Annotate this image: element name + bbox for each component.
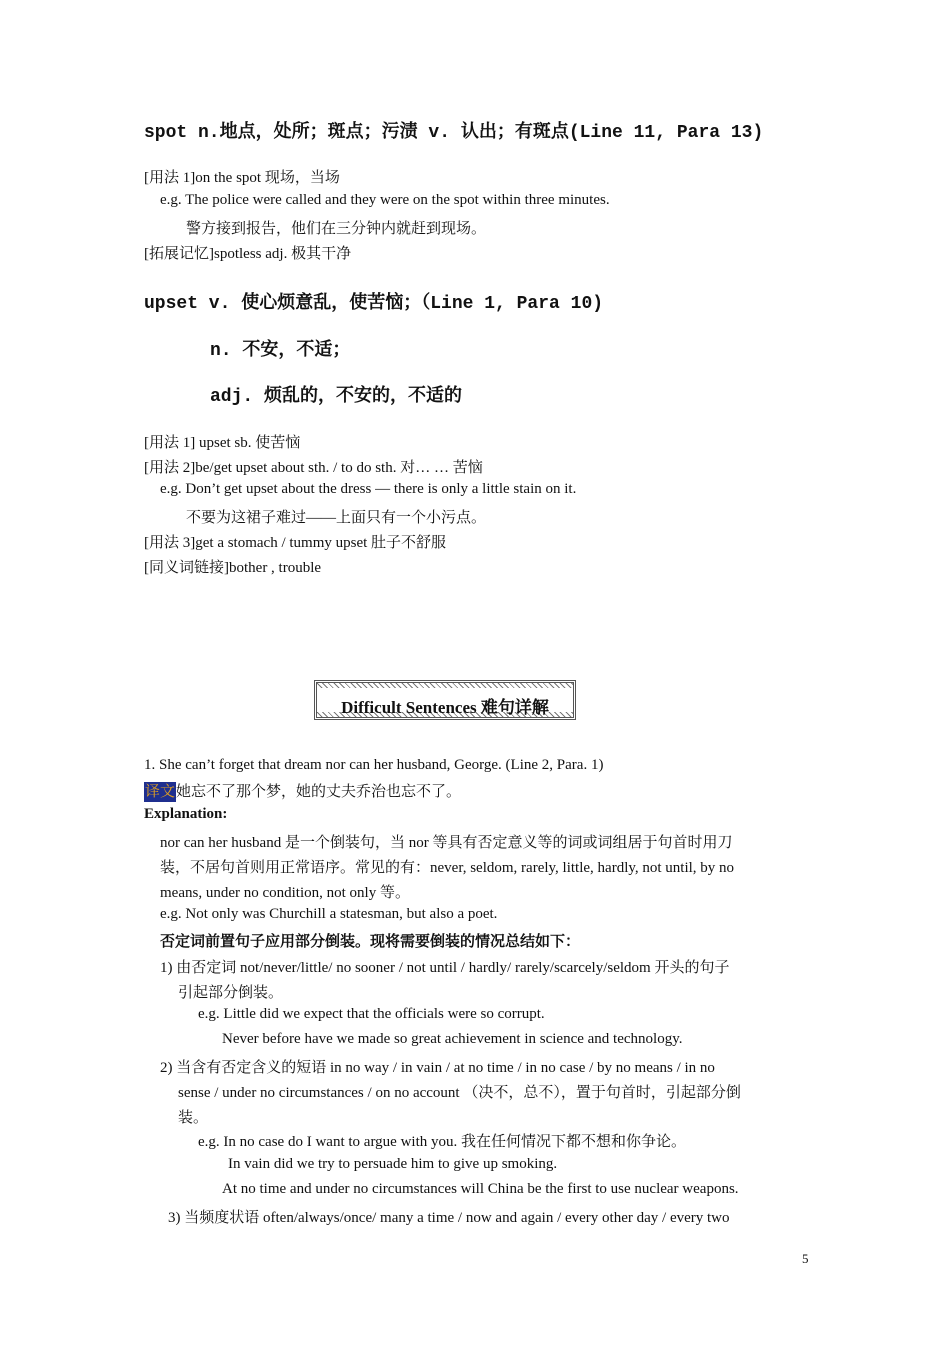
point-2-example-2: In vain did we try to persuade him to give up smoking. — [228, 1156, 558, 1172]
upset-usage-1: [用法 1] upset sb. 使苦恼 — [144, 435, 301, 451]
spot-heading: spot n.地点，处所；斑点；污渍 v. 认出；有斑点(Line 11, Para 13) — [144, 123, 764, 143]
point-2-line-1: 2) 当含有否定含义的短语 in no way / in vain / at no time / in no case / by no means / in no — [160, 1060, 715, 1076]
spot-usage-1: [用法 1]on the spot 现场，当场 — [144, 170, 340, 186]
spot-extend-memory: [拓展记忆]spotless adj. 极其干净 — [144, 246, 352, 262]
upset-example: e.g. Don’t get upset about the dress — there is only a little stain on it. — [160, 481, 577, 497]
point-2-example-3: At no time and under no circumstances will China be the first to use nuclear weapons. — [222, 1181, 739, 1197]
point-1-example-1: e.g. Little did we expect that the officials were so corrupt. — [198, 1006, 545, 1022]
banner-title: Difficult Sentences 难句详解 — [341, 698, 549, 717]
point-2-example-1: e.g. In no case do I want to argue with you. 我在任何情况下都不想和你争论。 — [198, 1134, 686, 1150]
upset-usage-3: [用法 3]get a stomach / tummy upset 肚子不舒服 — [144, 535, 447, 551]
difficult-sentences-banner — [314, 680, 576, 720]
explanation-label: Explanation: — [144, 806, 228, 822]
point-2-line-2: sense / under no circumstances / on no account （决不，总不），置于句首时，引起部分倒 — [178, 1085, 741, 1101]
explanation-line-2: 装，不居句首则用正常语序。常见的有：never, seldom, rarely, little, hardly, not until, by no — [160, 860, 735, 876]
upset-synonym: [同义词链接]bother , trouble — [144, 560, 322, 576]
explanation-line-3: means, under no condition, not only 等。 — [160, 885, 410, 901]
translation-badge: 译文 — [145, 784, 176, 800]
upset-example-translation: 不要为这裙子难过——上面只有一个小污点。 — [186, 510, 487, 526]
upset-adjective: adj. 烦乱的，不安的，不适的 — [210, 387, 463, 407]
sentence-1: 1. She can’t forget that dream nor can her husband, George. (Line 2, Para. 1) — [144, 757, 604, 773]
point-1-line-2: 引起部分倒装。 — [178, 985, 284, 1001]
explanation-line-1: nor can her husband 是一个倒装句，当 nor 等具有否定意义等的词或词组居于句首时用刀 — [160, 835, 733, 851]
upset-noun: n. 不安，不适； — [210, 341, 351, 361]
translation-text: 她忘不了那个梦，她的丈夫乔治也忘不了。 — [176, 784, 462, 800]
point-1-example-2: Never before have we made so great achievement in science and technology. — [222, 1031, 683, 1047]
upset-heading: upset v. 使心烦意乱，使苦恼；（Line 1, Para 10) — [144, 294, 604, 314]
point-3-line-1: 3) 当频度状语 often/always/once/ many a time / now and again / every other day / every two — [168, 1210, 730, 1226]
point-1-line-1: 1) 由否定词 not/never/little/ no sooner / not until / hardly/ rarely/scarcely/seldom 开头的句子 — [160, 960, 730, 976]
spot-example-translation: 警方接到报告，他们在三分钟内就赶到现场。 — [186, 221, 487, 237]
upset-usage-2: [用法 2]be/get upset about sth. / to do sth. 对… … 苦恼 — [144, 460, 483, 476]
point-2-line-3: 装。 — [178, 1110, 209, 1126]
page-number: 5 — [802, 1251, 809, 1266]
explanation-example: e.g. Not only was Churchill a statesman, but also a poet. — [160, 906, 498, 922]
inversion-summary: 否定词前置句子应用部分倒装。现将需要倒装的情况总结如下： — [160, 934, 581, 950]
translation-line — [144, 780, 461, 802]
spot-example: e.g. The police were called and they were on the spot within three minutes. — [160, 192, 610, 208]
